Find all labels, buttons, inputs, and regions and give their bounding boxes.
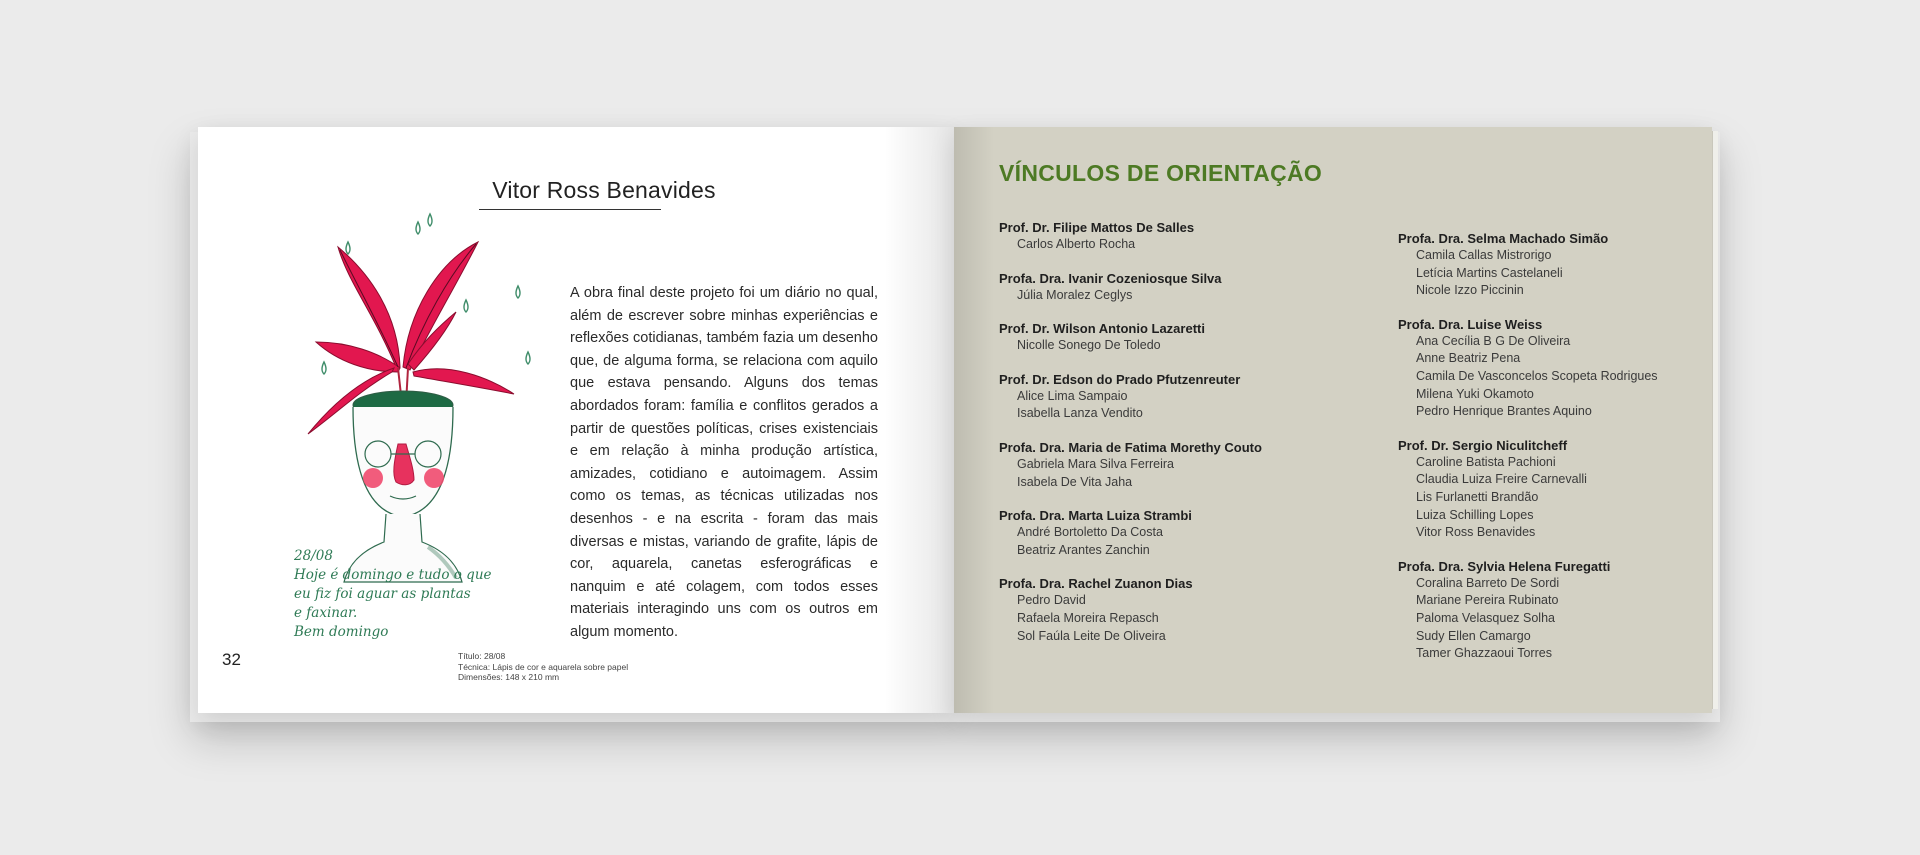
student-name: Paloma Velasquez Solha (1416, 610, 1555, 625)
page-number: 32 (222, 650, 241, 669)
advisor-group (1398, 316, 1718, 421)
student-name: Gabriela Mara Silva Ferreira (1017, 456, 1174, 471)
advisor-group (999, 371, 1319, 423)
advisor-group (999, 270, 1319, 305)
handwritten-line: Bem domingo (294, 624, 389, 640)
student-name: Claudia Luiza Freire Carnevalli (1416, 472, 1587, 487)
artist-description: A obra final deste projeto foi um diário no qual, além de escrever sobre minhas experiências e reflexões cotidianas, também fazia um desenho que, de alguma forma, se relaciona com aquilo que estava pensando. Alguns dos temas abordados foram: família e conflitos gerados a partir de questões políticas, crises existenciais e em relação à minha produção artística, amizades, cotidiano e autoimagem. Assim como os temas, as técnicas utilizadas nos desenhos - e na escrita - foram das mais diversas e mistas, variando de grafite, lápis de cor, aquarela, canetas esferográficas e nanquim e até colagem, com todos esses materiais interagindo uns com os outros em algum momento. (570, 285, 878, 640)
student-name: Tamer Ghazzaoui Torres (1416, 646, 1552, 661)
section-title: VÍNCULOS DE ORIENTAÇÃO (999, 160, 1323, 186)
student-name: Alice Lima Sampaio (1017, 388, 1128, 403)
advisor-name: Profa. Dra. Marta Luiza Strambi (999, 508, 1192, 524)
student-name: Milena Yuki Okamoto (1416, 386, 1534, 401)
student-name: Letícia Martins Castelaneli (1416, 265, 1563, 280)
advisor-name: Prof. Dr. Edson do Prado Pfutzenreuter (999, 371, 1241, 387)
student-name: Camila Callas Mistrorigo (1416, 248, 1552, 262)
handwritten-note (294, 547, 534, 642)
student-name: Isabela De Vita Jaha (1017, 474, 1133, 489)
student-name: Ana Cecília B G De Oliveira (1416, 333, 1571, 348)
advisor-column-a (999, 219, 1319, 661)
advisor-name: Profa. Dra. Ivanir Cozeniosque Silva (999, 270, 1222, 286)
page-edge (1712, 131, 1718, 709)
right-page (954, 127, 1712, 713)
student-name: Nicolle Sonego De Toledo (1017, 338, 1161, 353)
advisor-name: Prof. Dr. Wilson Antonio Lazaretti (999, 321, 1205, 337)
advisor-group (1398, 437, 1718, 542)
artwork-caption (458, 651, 628, 683)
advisor-group (999, 439, 1319, 491)
student-name: Anne Beatriz Pena (1416, 351, 1521, 366)
student-name: Sol Faúla Leite De Oliveira (1017, 628, 1166, 643)
student-name: Beatriz Arantes Zanchin (1017, 542, 1150, 557)
advisor-name: Profa. Dra. Selma Machado Simão (1398, 231, 1609, 246)
caption-title: Título: 28/08 (458, 651, 506, 661)
advisor-group (999, 320, 1319, 355)
handwritten-line: e faxinar. (294, 605, 358, 621)
student-name: Isabella Lanza Vendito (1017, 406, 1143, 421)
advisor-name: Profa. Dra. Rachel Zuanon Dias (999, 576, 1193, 592)
caption-dimensions: Dimensões: 148 x 210 mm (458, 672, 560, 682)
student-name: Coralina Barreto De Sordi (1416, 575, 1560, 590)
student-name: Sudy Ellen Camargo (1416, 628, 1531, 643)
student-name: Pedro David (1017, 593, 1086, 608)
student-name: Rafaela Moreira Repasch (1017, 610, 1159, 625)
handwritten-line: Hoje é domingo e tudo o que (294, 567, 492, 583)
student-name: Vitor Ross Benavides (1416, 525, 1536, 540)
advisor-name: Profa. Dra. Sylvia Helena Furegatti (1398, 558, 1611, 574)
advisor-name: Prof. Dr. Filipe Mattos De Salles (999, 220, 1195, 235)
advisor-column-b (1398, 230, 1718, 679)
handwritten-date: 28/08 (294, 548, 333, 564)
student-name: Caroline Batista Pachioni (1416, 454, 1556, 469)
student-name: Mariane Pereira Rubinato (1416, 593, 1559, 608)
advisor-group (999, 219, 1319, 254)
advisor-name: Profa. Dra. Maria de Fatima Morethy Couto (999, 439, 1262, 455)
caption-technique: Técnica: Lápis de cor e aquarela sobre papel (458, 661, 629, 672)
student-name: Camila De Vasconcelos Scopeta Rodrigues (1416, 368, 1658, 383)
student-name: Nicole Izzo Piccinin (1416, 283, 1524, 298)
advisor-name: Profa. Dra. Luise Weiss (1398, 316, 1543, 332)
student-name: Júlia Moralez Ceglys (1017, 287, 1133, 302)
advisor-group (1398, 230, 1718, 300)
advisor-name: Prof. Dr. Sergio Niculitcheff (1398, 437, 1568, 453)
student-name: Carlos Alberto Rocha (1017, 237, 1136, 251)
student-name: Pedro Henrique Brantes Aquino (1416, 404, 1592, 419)
handwritten-line: eu fiz foi aguar as plantas (294, 586, 471, 602)
advisor-group (999, 575, 1319, 645)
left-page (198, 127, 954, 713)
advisor-group (1398, 558, 1718, 663)
student-name: Lis Furlanetti Brandão (1416, 489, 1539, 504)
advisor-group (999, 507, 1319, 559)
student-name: Luiza Schilling Lopes (1416, 507, 1534, 522)
artist-name: Vitor Ross Benavides (492, 177, 716, 203)
student-name: André Bortoletto Da Costa (1017, 525, 1163, 540)
